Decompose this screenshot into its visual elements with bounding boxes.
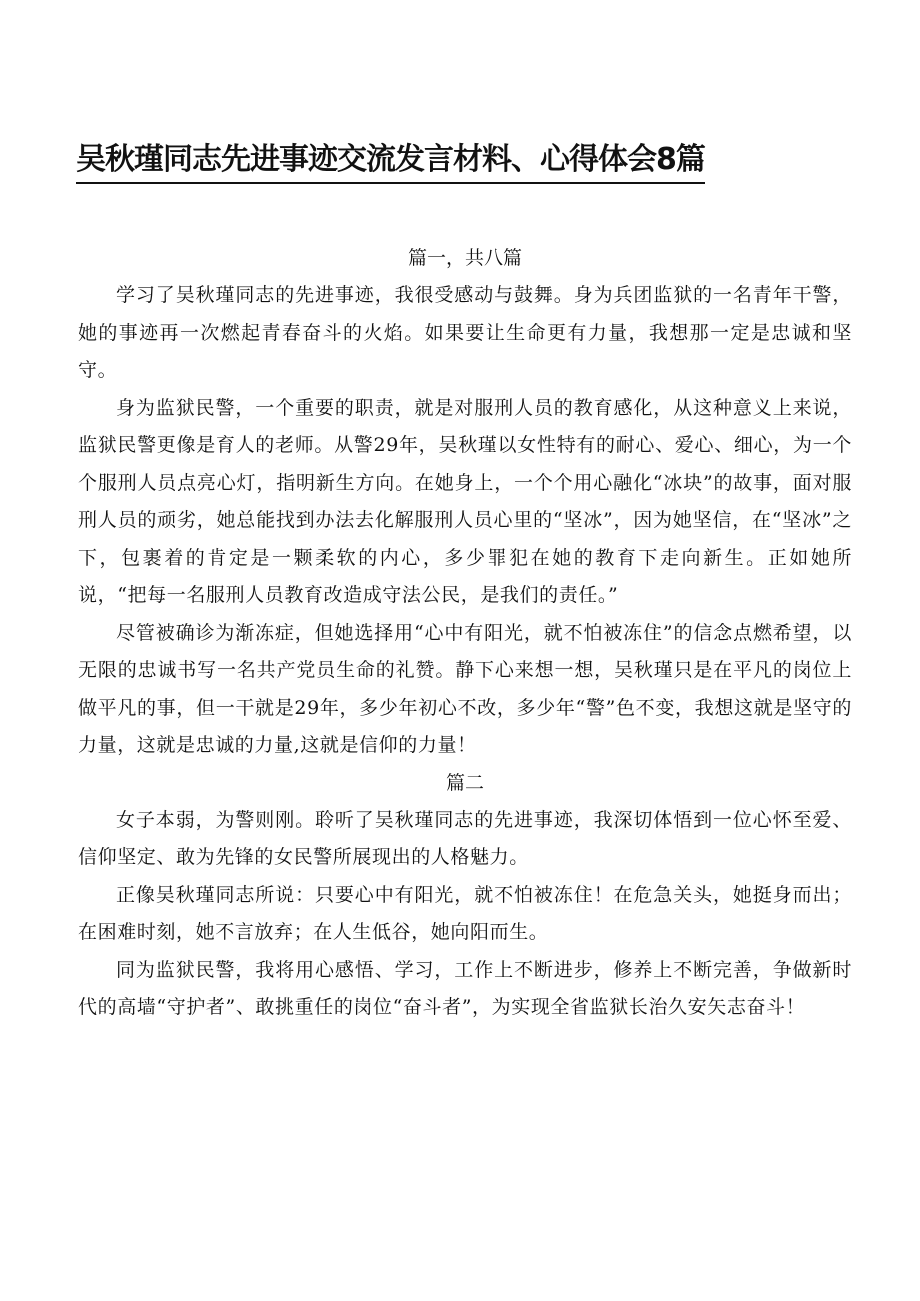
paragraph: 正像吴秋瑾同志所说：只要心中有阳光，就不怕被冻住！在危急关头，她挺身而出；在困难时刻，她不言放弃；在人生低谷，她向阳而生。 [78, 883, 852, 943]
paragraph: 身为监狱民警，一个重要的职责，就是对服刑人员的教育感化，从这种意义上来说，监狱民警更像是育人的老师。从警29年，吴秋瑾以女性特有的耐心、爱心、细心，为一个个服刑人员点亮心灯，指明新生方向。在她身上，一个个用心融化“冰块”的故事，面对服刑人员的顽劣，她总能找到办法去化解服刑人员心里的“坚冰”，因为她坚信，在“坚冰”之下，包裹着的肯定是一颗柔软的内心，多少罪犯在她的教育下走向新生。正如她所说，“把每一名服刑人员教育改造成守法公民，是我们的责任。” [78, 396, 852, 606]
paragraph: 女子本弱，为警则刚。聆听了吴秋瑾同志的先进事迹，我深切体悟到一位心怀至爱、信仰坚定、敢为先锋的女民警所展现出的人格魅力。 [78, 808, 852, 868]
paragraph: 尽管被确诊为渐冻症，但她选择用“心中有阳光，就不怕被冻住”的信念点燃希望，以无限的忠诚书写一名共产党员生命的礼赞。静下心来想一想，吴秋瑾只是在平凡的岗位上做平凡的事，但一干就是29年，多少年初心不改，多少年“警”色不变，我想这就是坚守的力量，这就是忠诚的力量,这就是信仰的力量！ [78, 621, 852, 756]
document-title: 吴秋瑾同志先进事迹交流发言材料、心得体会8篇 [76, 138, 705, 184]
document-body [78, 240, 852, 1027]
section-1 [78, 240, 852, 765]
paragraph: 学习了吴秋瑾同志的先进事迹，我很受感动与鼓舞。身为兵团监狱的一名青年干警，她的事迹再一次燃起青春奋斗的火焰。如果要让生命更有力量，我想那一定是忠诚和坚守。 [78, 284, 852, 381]
section-2 [78, 765, 852, 1027]
section-heading: 篇一，共八篇 [407, 247, 522, 269]
paragraph: 同为监狱民警，我将用心感悟、学习，工作上不断进步，修养上不断完善，争做新时代的高墙“守护者”、敢挑重任的岗位“奋斗者”，为实现全省监狱长治久安矢志奋斗！ [78, 958, 852, 1018]
section-heading: 篇二 [445, 771, 484, 794]
